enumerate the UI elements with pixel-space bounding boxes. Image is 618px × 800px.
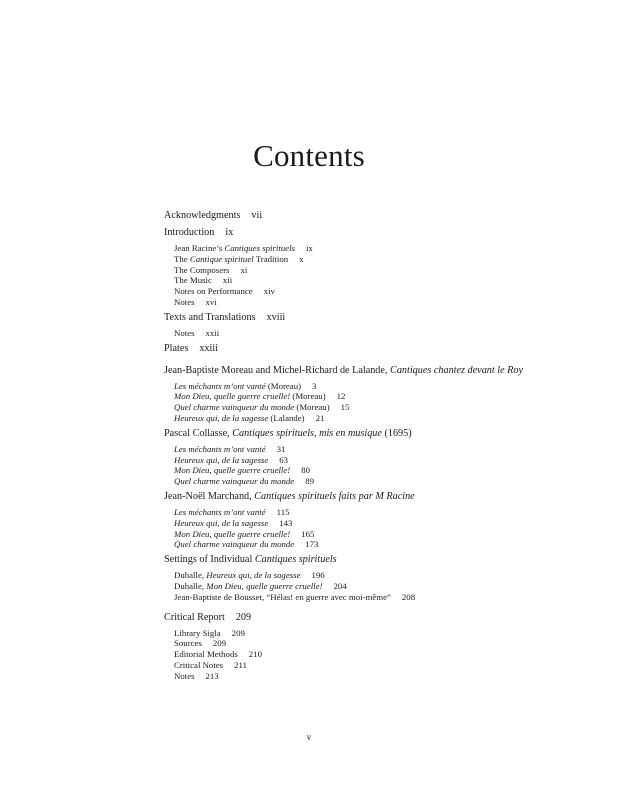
toc-text: Sources <box>174 638 202 649</box>
toc-section[interactable] <box>164 553 604 567</box>
toc-text: Library Sigla <box>174 627 221 638</box>
toc-page-number: xiv <box>263 286 275 297</box>
toc-page-number: xxiii <box>199 342 219 354</box>
toc-section[interactable] <box>164 342 604 356</box>
toc-page-number: xviii <box>266 311 286 323</box>
toc-entry[interactable] <box>164 286 604 297</box>
toc-text: (Moreau) <box>265 380 302 391</box>
toc-entry[interactable] <box>164 570 604 581</box>
toc-text: Heureux qui, de la sagesse <box>174 517 269 528</box>
toc-entry[interactable] <box>164 671 604 682</box>
toc-text: Cantiques chantez devant le Roy <box>390 364 524 376</box>
toc-entry[interactable] <box>164 581 604 592</box>
toc-text: Critical Notes <box>174 659 224 670</box>
toc-section[interactable] <box>164 209 604 223</box>
toc-section[interactable] <box>164 311 604 325</box>
toc-text: Cantiques spirituels <box>224 243 295 253</box>
toc-page-number: 15 <box>340 402 350 413</box>
toc-text: Mon Dieu, quelle guerre cruelle! <box>174 465 291 476</box>
toc-text: The <box>174 253 190 264</box>
toc-text: Jean Racine’s <box>174 243 225 253</box>
toc-page-number: xxii <box>205 327 220 338</box>
toc-text: Cantiques spirituels faits par M Racine <box>254 490 415 502</box>
toc-text: Jean-Baptiste Moreau and Michel-Richard de Lalande, <box>164 364 391 376</box>
toc-text: Plates <box>164 342 189 354</box>
toc-text: Editorial Methods <box>174 649 238 660</box>
toc-text: Notes <box>174 296 195 307</box>
toc-entry[interactable] <box>164 391 604 402</box>
toc-text: (Lalande) <box>268 412 305 423</box>
toc-text: Jean-Baptiste de Bousset, “Hélas! en guerre avec moi-même” <box>174 591 391 602</box>
toc-page-number: xi <box>240 264 248 275</box>
toc-page-number: 209 <box>231 627 245 638</box>
toc-entry[interactable] <box>164 381 604 392</box>
toc-entry[interactable] <box>164 518 604 529</box>
toc-entry[interactable] <box>164 529 604 540</box>
toc-page-number: xvi <box>205 296 217 307</box>
toc-text: Cantiques spirituels <box>254 554 337 566</box>
toc-section[interactable] <box>164 364 604 378</box>
toc-page-number: 21 <box>315 412 325 423</box>
toc-text: Mon Dieu, quelle guerre cruelle! <box>206 580 323 591</box>
toc-entry[interactable] <box>164 638 604 649</box>
toc-entry[interactable] <box>164 507 604 518</box>
page-title: Contents <box>253 138 365 173</box>
toc-text: Quel charme vainqueur du monde <box>174 476 295 487</box>
toc-section[interactable] <box>164 611 604 625</box>
toc-text: Acknowledgments <box>164 210 241 221</box>
toc-entry[interactable] <box>164 265 604 276</box>
toc-entry[interactable] <box>164 539 604 550</box>
toc-text: Duhalle, <box>174 570 207 581</box>
toc-text: Notes on Performance <box>174 286 253 297</box>
toc-page-number: 143 <box>279 517 293 528</box>
toc-entry[interactable] <box>164 476 604 487</box>
toc-text: The Music <box>174 275 212 286</box>
toc-text: Heureux qui, de la sagesse <box>174 412 269 423</box>
toc-entry[interactable] <box>164 243 604 254</box>
toc-entry[interactable] <box>164 275 604 286</box>
toc-text: Introduction <box>164 227 215 238</box>
toc-page-number: x <box>299 253 304 264</box>
toc-page-number: 208 <box>401 591 416 602</box>
toc-text: Texts and Translations <box>164 311 256 323</box>
toc-text: Cantiques spirituels, mis en musique <box>232 427 382 439</box>
toc-text: Mon Dieu, quelle guerre cruelle! <box>174 391 291 402</box>
toc-text: (Moreau) <box>294 402 330 413</box>
toc-page-number: 196 <box>311 570 325 581</box>
toc-entry[interactable] <box>164 402 604 413</box>
toc-entry[interactable] <box>164 254 604 265</box>
toc-entry[interactable] <box>164 628 604 639</box>
toc-page-number: 173 <box>305 539 319 550</box>
toc-page-number: 204 <box>333 580 347 591</box>
toc-text: Les méchants m’ont vanté <box>174 380 266 391</box>
toc-page-number: 209 <box>235 611 252 623</box>
toc-page-number: ix <box>305 243 313 253</box>
toc-entry[interactable] <box>164 444 604 455</box>
toc-text: Heureux qui, de la sagesse <box>174 454 269 465</box>
toc-text: Les méchants m’ont vanté <box>174 506 266 517</box>
toc-entry[interactable] <box>164 413 604 424</box>
toc-page-number: 12 <box>336 391 346 402</box>
toc-section[interactable] <box>164 226 604 240</box>
toc-text: (1695) <box>381 427 412 439</box>
toc-text: Critical Report <box>164 611 225 623</box>
toc-entry[interactable] <box>164 455 604 466</box>
toc-page-number: xii <box>222 275 233 286</box>
page-number: v <box>306 732 312 742</box>
toc-text: The Composers <box>174 264 230 275</box>
toc-page-number: 211 <box>234 659 247 670</box>
toc-page-number: 165 <box>301 528 315 539</box>
toc-section[interactable] <box>164 427 604 441</box>
toc-page-number: 115 <box>276 506 290 517</box>
toc-entry[interactable] <box>164 465 604 476</box>
toc-entry[interactable] <box>164 649 604 660</box>
toc-page-number: 3 <box>312 380 317 391</box>
toc-text: Mon Dieu, quelle guerre cruelle! <box>174 528 291 539</box>
toc-page-number: ix <box>225 227 234 238</box>
toc-section[interactable] <box>164 490 604 504</box>
toc-text: Quel charme vainqueur du monde <box>174 539 295 550</box>
toc-text: Tradition <box>253 253 289 264</box>
toc-page-number: 80 <box>301 465 310 476</box>
toc-page-number: vii <box>251 210 263 221</box>
toc-text: Pascal Collasse, <box>164 427 233 439</box>
toc-text: (Moreau) <box>290 391 326 402</box>
toc-page-number: 63 <box>279 454 289 465</box>
toc-page-number: 210 <box>248 649 262 660</box>
toc-text: Heureux qui, de la sagesse <box>206 570 301 581</box>
toc-text: Cantique spirituel <box>189 253 254 264</box>
toc-page-number: 213 <box>205 670 219 681</box>
toc-page-number: 31 <box>276 443 286 454</box>
toc-text: Jean-Noël Marchand, <box>164 490 255 502</box>
toc-text: Notes <box>174 327 195 338</box>
toc-entry[interactable] <box>164 297 604 308</box>
toc-text: Quel charme vainqueur du monde <box>174 402 295 413</box>
toc-text: Notes <box>174 670 195 681</box>
toc-page-number: 209 <box>212 638 227 649</box>
toc-entry[interactable] <box>164 328 604 339</box>
toc-page-number: 89 <box>305 476 314 487</box>
toc-text: Les méchants m’ont vanté <box>174 443 266 454</box>
table-of-contents <box>164 209 604 682</box>
toc-text: Duhalle, <box>174 580 207 591</box>
toc-entry[interactable] <box>164 592 604 603</box>
toc-entry[interactable] <box>164 660 604 671</box>
toc-text: Settings of Individual <box>164 554 255 566</box>
